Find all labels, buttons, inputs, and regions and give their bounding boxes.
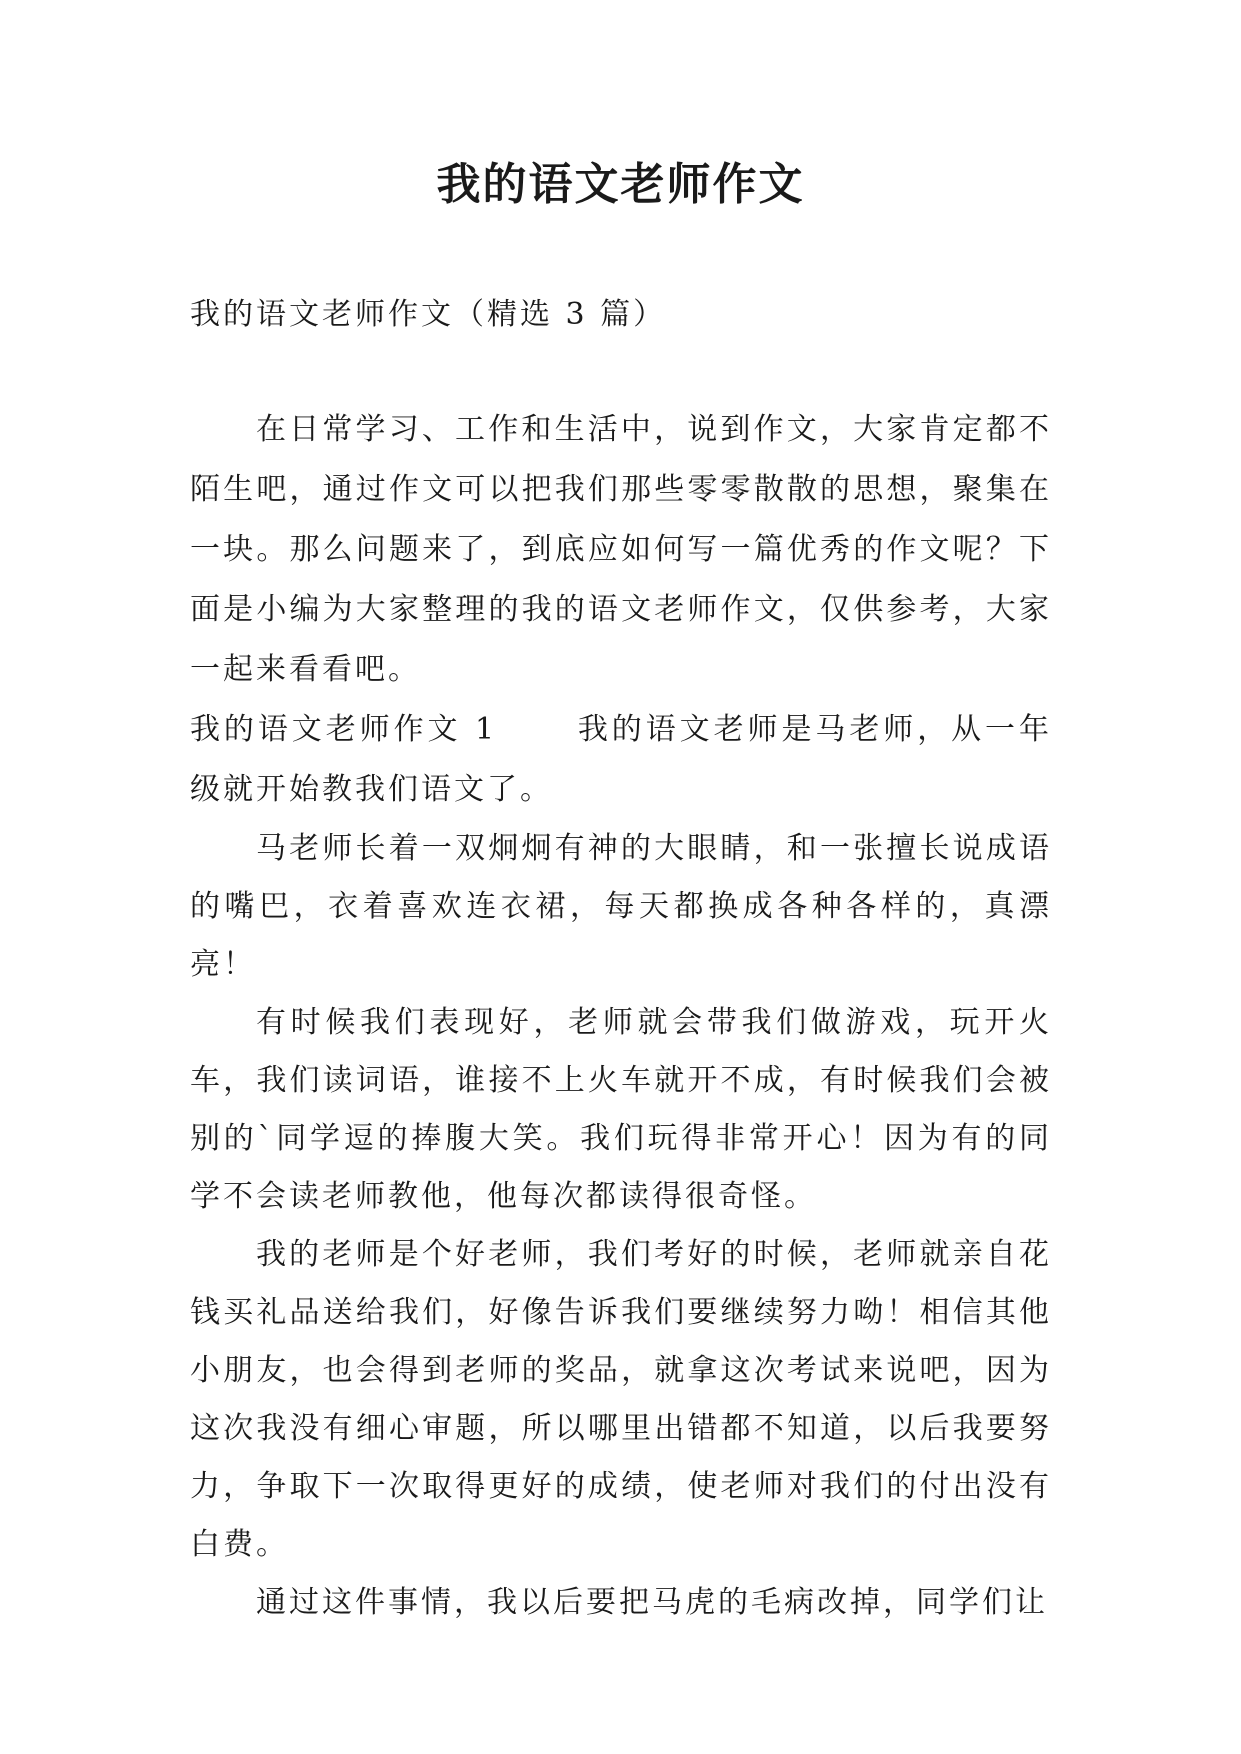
document-title: 我的语文老师作文 xyxy=(436,159,805,210)
document-subtitle: 我的语文老师作文（精选 3 篇） xyxy=(190,297,667,332)
body-paragraph: 通过这件事情，我以后要把马虎的毛病改掉，同学们让 xyxy=(256,1585,1048,1620)
essay-1-heading-paragraph: 我的语文老师作文 1 我的语文老师是马老师，从一年级就开始教我们语文了。 xyxy=(190,712,1052,807)
intro-paragraph: 在日常学习、工作和生活中，说到作文，大家肯定都不陌生吧，通过作文可以把我们那些零零散散的思想，聚集在一块。那么问题来了，到底应如何写一篇优秀的作文呢？下面是小编为大家整理的我的语文老师作文，仅供参考，大家一起来看看吧。 xyxy=(190,412,1052,687)
body-paragraph: 我的老师是个好老师，我们考好的时候，老师就亲自花钱买礼品送给我们，好像告诉我们要继续努力呦！相信其他小朋友，也会得到老师的奖品，就拿这次考试来说吧，因为这次我没有细心审题，所以哪里出错都不知道，以后我要努力，争取下一次取得更好的成绩，使老师对我们的付出没有白费。 xyxy=(190,1237,1052,1562)
body-paragraph: 有时候我们表现好，老师就会带我们做游戏，玩开火车，我们读词语，谁接不上火车就开不成，有时候我们会被别的`同学逗的捧腹大笑。我们玩得非常开心！因为有的同学不会读老师教他，他每次都读得很奇怪。 xyxy=(190,1005,1052,1214)
document-body xyxy=(190,400,1052,1632)
body-paragraph: 马老师长着一双炯炯有神的大眼睛，和一张擅长说成语的嘴巴，衣着喜欢连衣裙，每天都换成各种各样的，真漂亮！ xyxy=(190,831,1052,982)
